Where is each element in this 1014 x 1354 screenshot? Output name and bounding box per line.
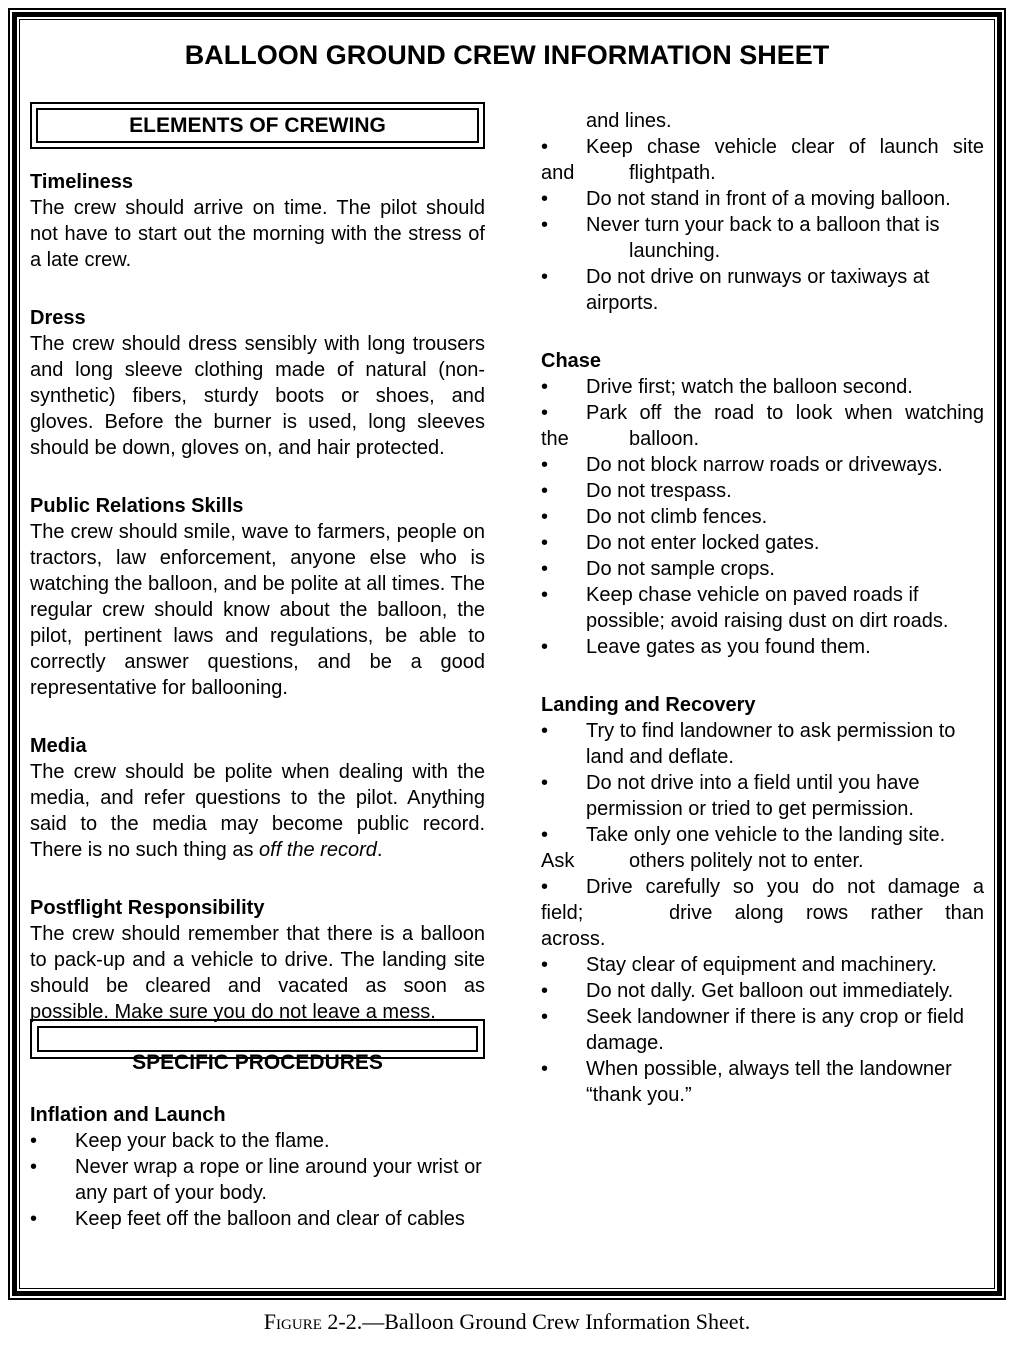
bullet-text: Do not drive into a field until you have permission or tried to get permission. <box>586 772 920 820</box>
procedures-box-wrap <box>30 1019 485 1076</box>
bullet-marker: • <box>541 720 549 742</box>
bullet-text: Do not block narrow roads or driveways. <box>586 454 943 476</box>
bullet-item <box>541 1056 984 1108</box>
bullet-text: Do not climb fences. <box>586 506 768 528</box>
section-heading: Postflight Responsibility <box>30 897 265 919</box>
hanging-rest: flightpath. <box>629 162 716 184</box>
section-heading: Dress <box>30 307 86 329</box>
bullet-marker: • <box>541 402 549 424</box>
bullet-marker: • <box>541 824 549 846</box>
bullet-item <box>541 582 984 634</box>
section-heading: Chase <box>541 350 602 372</box>
bullet-item <box>541 952 984 978</box>
bullet-item <box>541 186 984 212</box>
bullet-text: Take only one vehicle to the landing site. <box>586 824 946 846</box>
bullet-item <box>541 478 984 504</box>
section-heading: Media <box>30 735 87 757</box>
paragraph-text: . <box>376 839 383 861</box>
paragraph-text: The crew should arrive on time. The pilot should not have to start out the morning with the stress of a late crew. <box>30 197 485 271</box>
boxed-heading <box>30 102 485 149</box>
section-heading: Timeliness <box>30 171 134 193</box>
bullet-marker: • <box>541 376 549 398</box>
bullet-text: When possible, always tell the landowner “thank you.” <box>586 1058 952 1106</box>
bullet-text: Never turn your back to a balloon that is <box>586 214 940 236</box>
hanging-rest: balloon. <box>629 428 700 450</box>
column-gutter <box>485 102 541 1232</box>
frame-thick-rule <box>12 12 1002 1296</box>
hanging-rest: drive along rows rather than <box>669 902 984 924</box>
bullet-text: Park off the road to look when watching <box>586 402 984 424</box>
bullet-item <box>541 770 984 822</box>
figure-caption <box>0 1308 1014 1336</box>
bullet-item <box>541 822 984 848</box>
bullet-marker: • <box>541 188 549 210</box>
bullet-item <box>541 212 984 238</box>
bullet-marker: • <box>541 980 549 1002</box>
boxed-heading-label: SPECIFIC PROCEDURES <box>132 1051 383 1074</box>
bullet-marker: • <box>541 584 549 606</box>
bullet-text: Do not sample crops. <box>586 558 775 580</box>
hanging-line <box>541 160 984 186</box>
paragraph-text: The crew should smile, wave to farmers, people on tractors, law enforcement, anyone else who is watching the balloon, and be polite at all times. The regular crew should know about the balloon, the pilot, pertinent laws and regulations, be able to correctly answer questions, and be a good representative for ballooning. <box>30 521 485 699</box>
hanging-word: field; <box>541 902 584 924</box>
bullet-marker: • <box>541 636 549 658</box>
page-frame <box>8 8 1006 1300</box>
procedures-box-inner <box>37 1026 478 1052</box>
sheet-content <box>20 20 994 1288</box>
figure-caption-text: 2-2.—Balloon Ground Crew Information Sheet. <box>321 1309 751 1334</box>
bullet-item <box>541 556 984 582</box>
bullet-marker: • <box>541 136 549 158</box>
paragraph-text: The crew should dress sensibly with long trousers and long sleeve clothing made of natural (non-synthetic) fibers, sturdy boots or shoes, and gloves. Before the burner is used, long sleeves should be down, gloves on, and hair protected. <box>30 333 485 459</box>
bullet-text: Leave gates as you found them. <box>586 636 871 658</box>
bullet-item <box>541 134 984 160</box>
paragraph <box>30 331 485 461</box>
italic-text: off the record <box>259 839 377 861</box>
bullet-marker: • <box>541 454 549 476</box>
section-heading: Landing and Recovery <box>541 694 756 716</box>
bullet-marker: • <box>541 954 549 976</box>
hanging-line <box>541 900 984 926</box>
bullet-item <box>541 874 984 900</box>
hanging-line <box>541 426 984 452</box>
hanging-word: Ask <box>541 850 575 872</box>
paragraph-text: The crew should remember that there is a balloon to pack-up and a vehicle to drive. The landing site should be cleared and vacated as soon as possible. Make sure you do not leave a mess. <box>30 923 485 1023</box>
boxed-heading-label: ELEMENTS OF CREWING <box>36 108 479 143</box>
bullet-item <box>541 978 984 1004</box>
figure-caption-label: Figure <box>263 1309 322 1334</box>
bullet-item <box>541 530 984 556</box>
bullet-text: Do not trespass. <box>586 480 732 502</box>
bullet-text: Drive carefully so you do not damage a <box>586 876 984 898</box>
hanging-rest: others politely not to enter. <box>629 850 864 872</box>
bullet-item <box>541 1004 984 1056</box>
bullet-item <box>541 400 984 426</box>
bullet-marker: • <box>30 1156 38 1178</box>
continuation-line: and lines. <box>586 110 672 132</box>
bullet-marker: • <box>30 1208 38 1230</box>
bullet-item <box>541 452 984 478</box>
bullet-text: Keep chase vehicle clear of launch site <box>586 136 984 158</box>
paragraph <box>30 921 485 1025</box>
bullet-marker: • <box>30 1130 38 1152</box>
continuation-line: across. <box>541 928 606 950</box>
bullet-marker: • <box>541 876 549 898</box>
bullet-marker: • <box>541 266 549 288</box>
bullet-marker: • <box>541 480 549 502</box>
bullet-text: Keep feet off the balloon and clear of cables <box>75 1208 465 1230</box>
bullet-item <box>541 374 984 400</box>
columns <box>30 102 984 1232</box>
bullet-item <box>30 1128 485 1154</box>
right-column <box>541 102 984 1232</box>
bullet-marker: • <box>541 558 549 580</box>
bullet-text: Try to find landowner to ask permission to land and deflate. <box>586 720 956 768</box>
hanging-word: and <box>541 162 575 184</box>
paragraph <box>30 195 485 273</box>
left-column <box>30 102 485 1232</box>
bullet-marker: • <box>541 532 549 554</box>
bullet-text: Drive first; watch the balloon second. <box>586 376 913 398</box>
bullet-text: Never wrap a rope or line around your wrist or any part of your body. <box>75 1156 482 1204</box>
frame-inner-rule <box>19 19 995 1289</box>
bullet-marker: • <box>541 1006 549 1028</box>
continuation-line: launching. <box>629 240 721 262</box>
bullet-item <box>30 1206 485 1232</box>
bullet-item <box>30 1154 485 1206</box>
hanging-line <box>541 848 984 874</box>
bullet-item <box>541 634 984 660</box>
bullet-marker: • <box>541 1058 549 1080</box>
bullet-marker: • <box>541 214 549 236</box>
document-title: BALLOON GROUND CREW INFORMATION SHEET <box>184 40 830 70</box>
paragraph <box>30 519 485 701</box>
bullet-marker: • <box>541 772 549 794</box>
paragraph-text: The crew should be polite when dealing with the media, and refer questions to the pilot. Anything said to the media may become public record. There is no such thing as <box>30 761 485 861</box>
bullet-item <box>541 504 984 530</box>
bullet-text: Do not drive on runways or taxiways at airports. <box>586 266 930 314</box>
bullet-text: Stay clear of equipment and machinery. <box>586 954 937 976</box>
bullet-text: Do not enter locked gates. <box>586 532 820 554</box>
bullet-text: Keep chase vehicle on paved roads if possible; avoid raising dust on dirt roads. <box>586 584 949 632</box>
section-heading: Public Relations Skills <box>30 495 244 517</box>
hanging-word: the <box>541 428 569 450</box>
paragraph <box>30 759 485 863</box>
bullet-text: Do not stand in front of a moving balloon. <box>586 188 951 210</box>
section-heading: Inflation and Launch <box>30 1104 226 1126</box>
bullet-item <box>541 718 984 770</box>
bullet-text: Do not dally. Get balloon out immediately. <box>586 980 954 1002</box>
bullet-marker: • <box>541 506 549 528</box>
bullet-text: Seek landowner if there is any crop or field damage. <box>586 1006 964 1054</box>
bullet-text: Keep your back to the flame. <box>75 1130 330 1152</box>
bullet-item <box>541 264 984 316</box>
